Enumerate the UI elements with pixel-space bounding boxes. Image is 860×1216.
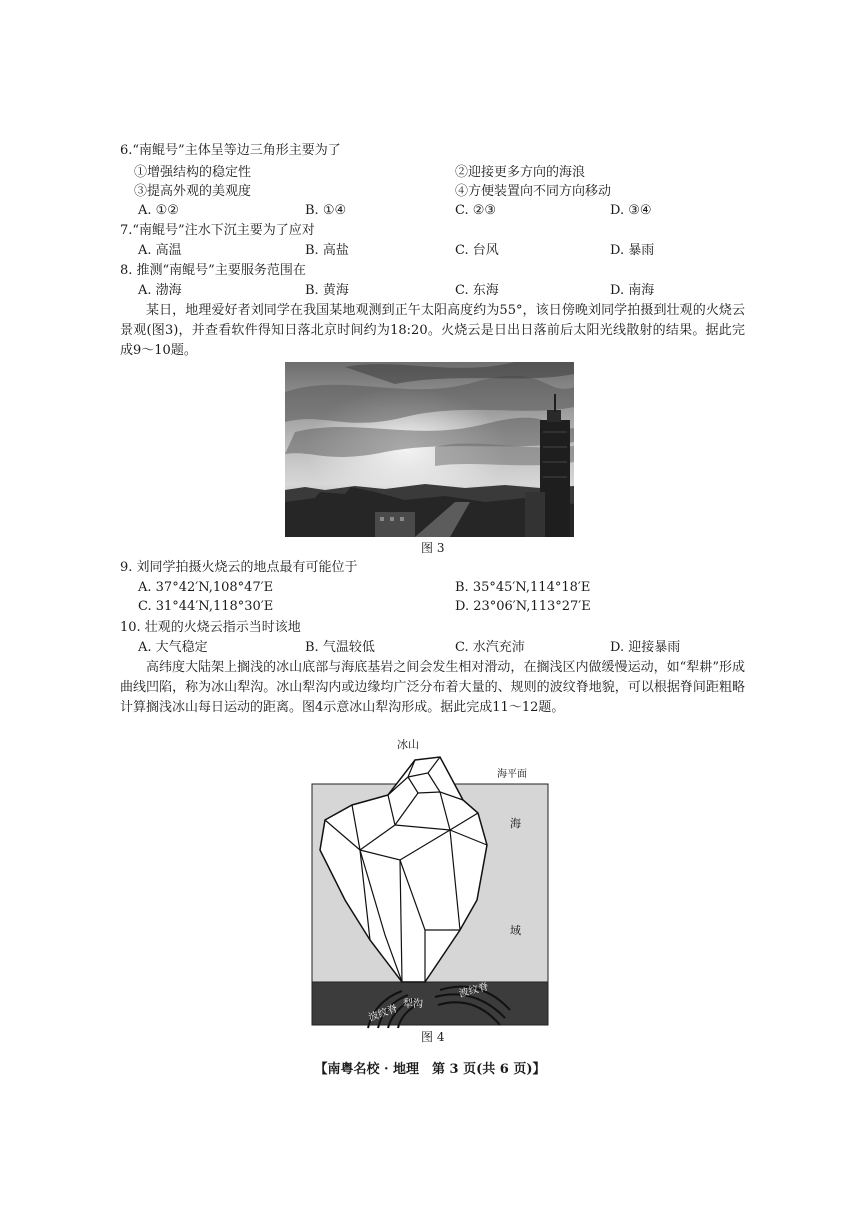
passage-iceberg-furrow: 高纬度大陆架上搁浅的冰山底部与海底基岩之间会发生相对滑动，在搁浅区内做缓慢运动，如“犁耕”形成曲线凹陷，称为冰山犁沟。冰山犁沟内或边缘均广泛分布着大量的、规则的波纹脊地貌，可以根据脊间距粗略计算搁浅冰山每日运动的距离。图4示意冰山犁沟形成。据此完成11～12题。 (120, 660, 745, 715)
q8-option-b[interactable]: B. 黄海 (305, 283, 349, 298)
label-sea-char2: 域 (510, 924, 521, 937)
fire-cloud-photo (285, 362, 574, 537)
fig4-caption: 图 4 (421, 1030, 445, 1044)
label-sea-char1: 海 (510, 817, 521, 830)
q7-stem: 7.“南鲲号”注水下沉主要为了应对 (120, 223, 315, 238)
fire-cloud-photo-graphic (285, 362, 574, 537)
iceberg-furrow-graphic (300, 735, 560, 1030)
q6-option-b[interactable]: B. ①④ (305, 203, 347, 218)
q6-option-c[interactable]: C. ②③ (455, 203, 497, 218)
q10-option-b[interactable]: B. 气温较低 (305, 640, 375, 655)
iceberg-furrow-diagram (300, 735, 560, 1030)
q7-option-b[interactable]: B. 高盐 (305, 243, 349, 258)
seabed (312, 982, 548, 1025)
label-furrow: 犁沟 (403, 999, 423, 1010)
q6-option-a[interactable]: A. ①② (138, 203, 179, 218)
q10-option-a[interactable]: A. 大气稳定 (138, 640, 208, 655)
label-ridge-right: 波纹脊 (457, 981, 490, 1000)
label-sea-level: 海平面 (497, 769, 527, 780)
q8-option-a[interactable]: A. 渤海 (138, 283, 182, 298)
q6-statement-4: ④方便装置向不同方向移动 (455, 184, 612, 199)
q6-statement-1: ①增强结构的稳定性 (134, 165, 252, 180)
q9-option-c[interactable]: C. 31°44′N,118°30′E (138, 599, 274, 614)
q7-option-d[interactable]: D. 暴雨 (610, 243, 655, 258)
q6-stem: 6.“南鲲号”主体呈等边三角形主要为了 (120, 143, 341, 158)
q10-option-c[interactable]: C. 水汽充沛 (455, 640, 525, 655)
q7-option-c[interactable]: C. 台风 (455, 243, 499, 258)
q9-option-b[interactable]: B. 35°45′N,114°18′E (455, 580, 591, 595)
q8-option-c[interactable]: C. 东海 (455, 283, 499, 298)
q6-option-d[interactable]: D. ③④ (610, 203, 652, 218)
q9-stem: 9. 刘同学拍摄火烧云的地点最有可能位于 (120, 560, 358, 575)
q7-option-a[interactable]: A. 高温 (138, 243, 182, 258)
q10-option-d[interactable]: D. 迎接暴雨 (610, 640, 681, 655)
page-footer: 【南粤名校 · 地理 第 3 页(共 6 页)】 (314, 1062, 546, 1077)
q8-option-d[interactable]: D. 南海 (610, 283, 655, 298)
q9-option-a[interactable]: A. 37°42′N,108°47′E (138, 580, 274, 595)
fig3-caption: 图 3 (421, 541, 445, 555)
q6-statement-3: ③提高外观的美观度 (134, 184, 252, 199)
q10-stem: 10. 壮观的火烧云指示当时该地 (120, 620, 301, 635)
label-ridge-left: 波纹脊 (367, 1003, 400, 1024)
q8-stem: 8. 推测“南鲲号”主要服务范围在 (120, 263, 306, 278)
q6-statement-2: ②迎接更多方向的海浪 (455, 165, 586, 180)
q9-option-d[interactable]: D. 23°06′N,113°27′E (455, 599, 591, 614)
passage-fire-clouds: 某日，地理爱好者刘同学在我国某地观测到正午太阳高度约为55°，该日傍晚刘同学拍摄到壮观的火烧云景观(图3)，并查看软件得知日落北京时间约为18:20。火烧云是日出日落前后太阳光线散射的结果。据此完成9～10题。 (120, 303, 745, 358)
label-iceberg: 冰山 (397, 738, 419, 751)
